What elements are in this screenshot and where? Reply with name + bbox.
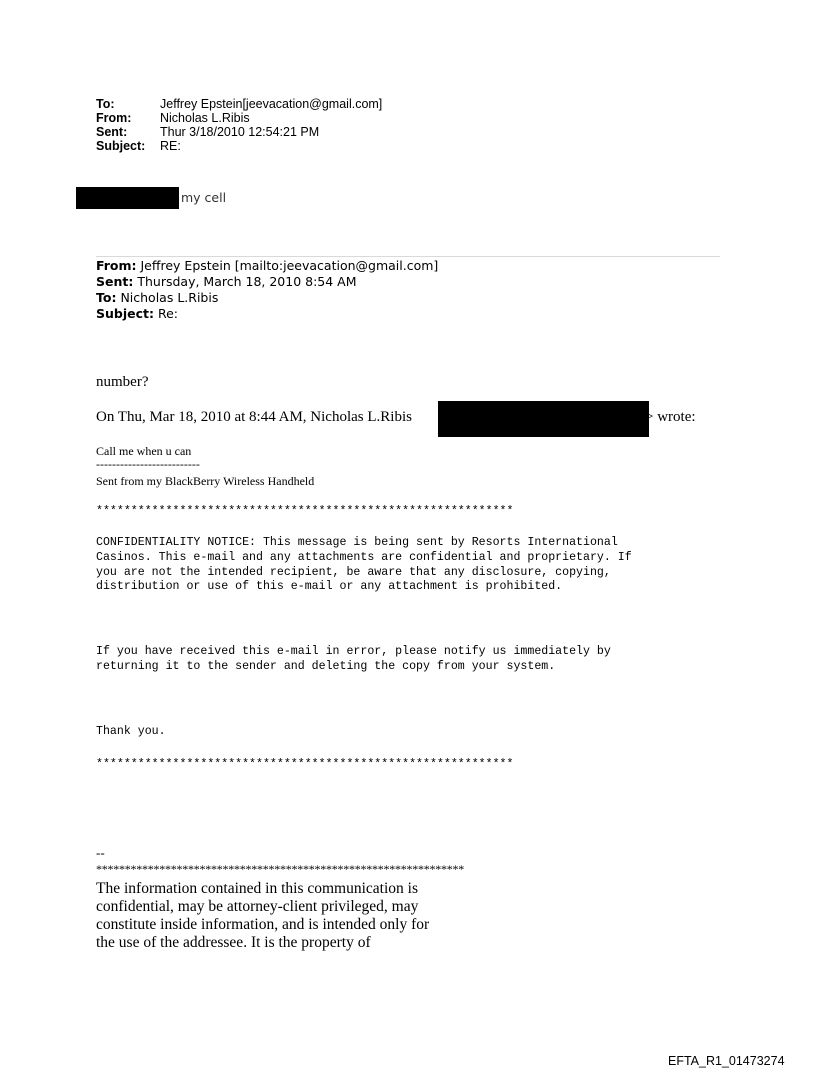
footer-line: confidential, may be attorney-client privileged, may (96, 898, 419, 915)
fwd-from-value: Jeffrey Epstein [mailto:jeevacation@gmail.com] (140, 258, 439, 273)
fwd-to-line (96, 291, 218, 305)
wrote-text: > wrote: (645, 409, 696, 425)
subject-value: RE: (160, 139, 181, 153)
from-value: Nicholas L.Ribis (160, 111, 250, 125)
notice-line: returning it to the sender and deleting the copy from your system. (96, 660, 556, 673)
footer-dash: -- (96, 845, 105, 860)
footer-stars: **************************************************************** (96, 862, 464, 876)
question-text: number? (96, 374, 149, 390)
footer-line: the use of the addressee. It is the property of (96, 934, 371, 951)
sent-label: Sent: (96, 125, 128, 139)
footer-line: constitute inside information, and is intended only for (96, 916, 430, 933)
sent-value: Thur 3/18/2010 12:54:21 PM (160, 125, 320, 139)
fwd-sent-value: Thursday, March 18, 2010 8:54 AM (137, 274, 357, 289)
stars-line: ************************************************************ (96, 758, 514, 771)
to-value: Jeffrey Epstein[jeevacation@gmail.com] (160, 97, 383, 111)
redaction-box (438, 401, 649, 437)
from-label: From: (96, 111, 132, 125)
notice-line: you are not the intended recipient, be aware that any disclosure, copying, (96, 566, 611, 579)
redaction-box (76, 187, 179, 209)
sent-from-text: Sent from my BlackBerry Wireless Handheld (96, 474, 315, 488)
notice-line: distribution or use of this e-mail or any attachment is prohibited. (96, 580, 563, 593)
doc-id: EFTA_R1_01473274 (668, 1054, 785, 1068)
notice-line: Casinos. This e-mail and any attachments are confidential and proprietary. If (96, 551, 632, 564)
on-date-line: On Thu, Mar 18, 2010 at 8:44 AM, Nicholas L.Ribis (96, 409, 412, 425)
fwd-subject-label: Subject: (96, 306, 154, 321)
call-me-text: Call me when u can (96, 444, 192, 458)
fwd-from-label: From: (96, 258, 137, 273)
dash-line: -------------------------- (96, 457, 200, 471)
stars-line: ************************************************************ (96, 505, 514, 518)
fwd-subject-line (96, 307, 178, 321)
fwd-to-label: To: (96, 290, 117, 305)
fwd-subject-value: Re: (157, 306, 179, 321)
to-label: To: (96, 97, 115, 111)
reply-text: my cell (181, 190, 227, 205)
separator-rule (96, 256, 720, 257)
thank-you-text: Thank you. (96, 725, 166, 738)
subject-label: Subject: (96, 139, 146, 153)
notice-line: If you have received this e-mail in error, please notify us immediately by (96, 645, 611, 658)
fwd-sent-label: Sent: (96, 274, 134, 289)
fwd-sent-line (96, 275, 357, 289)
fwd-to-value: Nicholas L.Ribis (120, 290, 219, 305)
notice-line: CONFIDENTIALITY NOTICE: This message is being sent by Resorts International (96, 536, 618, 549)
footer-line: The information contained in this communication is (96, 880, 418, 897)
fwd-from-line (96, 259, 438, 273)
